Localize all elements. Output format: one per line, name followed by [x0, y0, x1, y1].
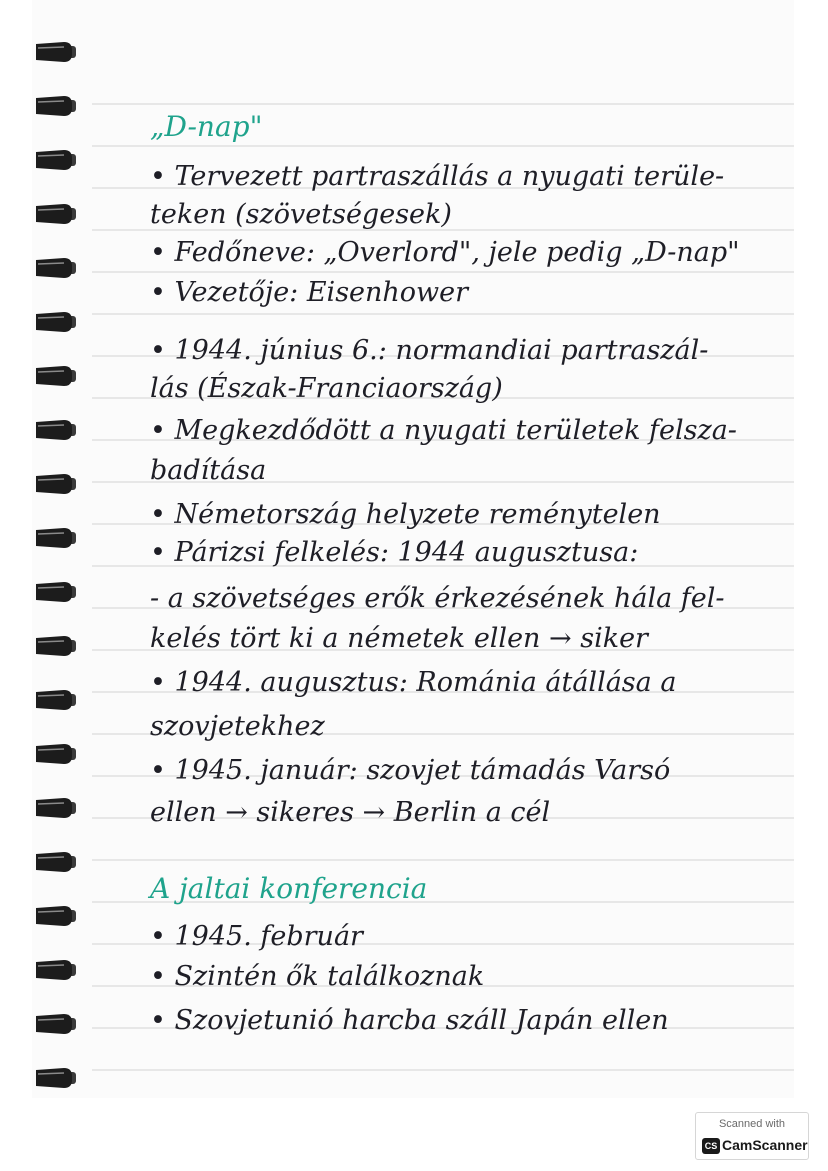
binding-ring	[34, 634, 78, 658]
binding-ring	[34, 796, 78, 820]
note-line: teken (szövetségesek)	[150, 199, 452, 230]
heading-jaltai-konferencia: A jaltai konferencia	[150, 872, 428, 905]
note-line: • 1944. augusztus: Románia átállása a	[150, 667, 677, 698]
notebook-page	[32, 0, 794, 1098]
binding-ring	[34, 418, 78, 442]
camscanner-watermark	[695, 1112, 809, 1160]
note-line: • Tervezett partraszállás a nyugati terüle-	[150, 161, 725, 192]
binding-ring	[34, 1066, 78, 1090]
note-line: • 1944. június 6.: normandiai partraszál-	[150, 335, 709, 366]
note-line: • Fedőneve: „Overlord", jele pedig „D-nap"	[150, 237, 740, 268]
spiral-binding	[32, 0, 82, 1098]
heading-d-nap: „D-nap"	[150, 110, 263, 143]
camscanner-logo-icon: CS	[702, 1138, 720, 1154]
watermark-brand-row	[702, 1136, 808, 1154]
note-line: - a szövetséges erők érkezésének hála fel-	[150, 583, 725, 614]
watermark-brand: CamScanner	[722, 1137, 808, 1153]
note-line: • Vezetője: Eisenhower	[150, 277, 469, 308]
note-line: • Szovjetunió harcba száll Japán ellen	[150, 1005, 669, 1036]
binding-ring	[34, 904, 78, 928]
note-line: • Megkezdődött a nyugati területek felsza-	[150, 415, 737, 446]
binding-ring	[34, 310, 78, 334]
binding-ring	[34, 40, 78, 64]
binding-ring	[34, 472, 78, 496]
note-line: szovjetekhez	[150, 711, 325, 742]
note-line: • 1945. január: szovjet támadás Varsó	[150, 755, 671, 786]
note-line: • Németország helyzete reménytelen	[150, 499, 661, 530]
binding-ring	[34, 256, 78, 280]
note-line: lás (Észak-Franciaország)	[150, 373, 503, 404]
note-line: badítása	[150, 455, 267, 486]
binding-ring	[34, 958, 78, 982]
note-line: kelés tört ki a németek ellen → siker	[150, 623, 648, 654]
note-line: • Szintén ők találkoznak	[150, 961, 485, 992]
binding-ring	[34, 202, 78, 226]
binding-ring	[34, 688, 78, 712]
binding-ring	[34, 580, 78, 604]
watermark-caption: Scanned with	[718, 1118, 786, 1130]
binding-ring	[34, 526, 78, 550]
binding-ring	[34, 364, 78, 388]
binding-ring	[34, 1012, 78, 1036]
note-line: • Párizsi felkelés: 1944 augusztusa:	[150, 537, 639, 568]
note-line: • 1945. február	[150, 921, 363, 952]
binding-ring	[34, 148, 78, 172]
binding-ring	[34, 850, 78, 874]
note-line: ellen → sikeres → Berlin a cél	[150, 797, 551, 828]
binding-ring	[34, 94, 78, 118]
binding-ring	[34, 742, 78, 766]
